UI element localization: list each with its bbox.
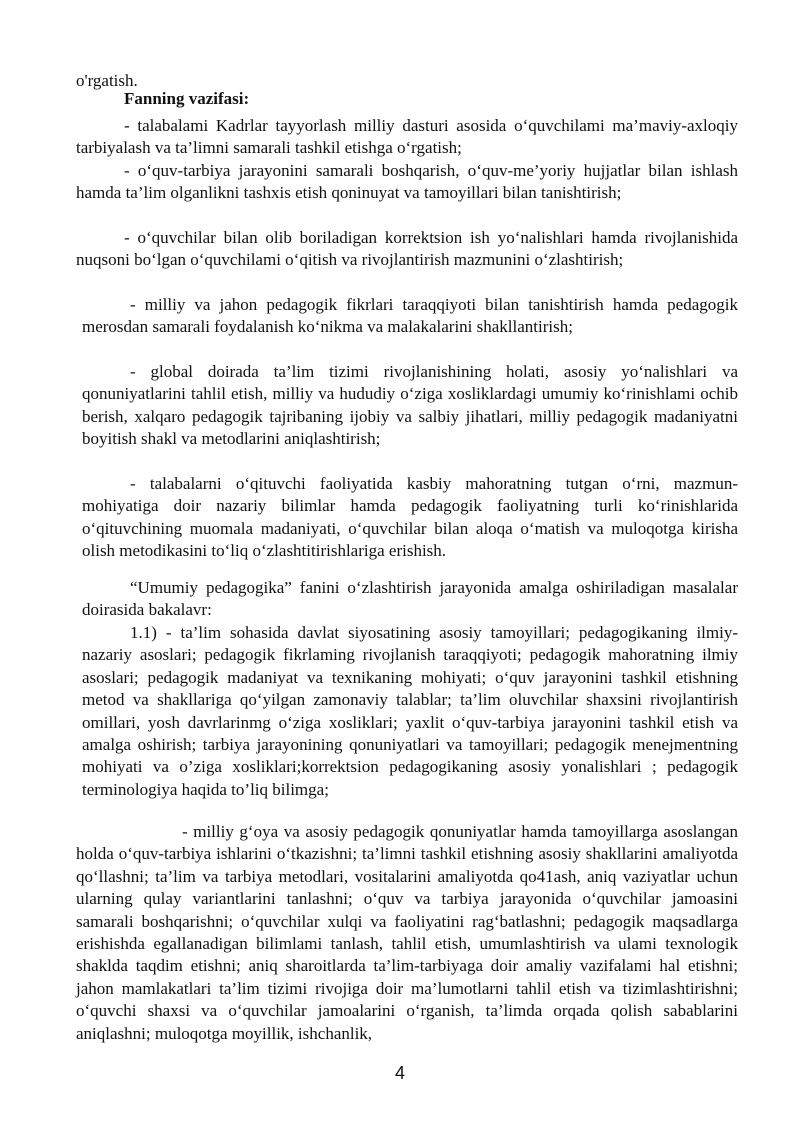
continuation-text: o'rgatish.: [76, 71, 138, 90]
task-paragraph-6: - talabalarni o‘qituvchi faoliyatida kasbiy mahoratning tutgan o‘rni, mazmun- mohiyatiga doir nazariy bilimlar hamda pedagogik faoliyatning turli ko‘rinishlarida o‘qituvchining muomala madaniyati, o‘quvchilar bilan aloqa o‘matish va muloqotga kirisha olish metodikasini to‘liq o‘zlashtitirishlariga erishish.: [82, 474, 738, 561]
section-heading: Fanning vazifasi:: [124, 89, 250, 108]
task-paragraph-4: - milliy va jahon pedagogik fikrlari taraqqiyoti bilan tanishtirish hamda pedagogik merosdan samarali foydalanish ko‘nikma va malakalarini shakllantirish;: [82, 295, 738, 337]
task-paragraph-5: - global doirada ta’lim tizimi rivojlanishining holati, asosiy yo‘nalishlari va qonuniyatlarini tahlil etish, milliy va hududiy o‘ziga xosliklardagi umumiy ko‘rinishlami ochib berish, xalqaro pedagogik tajribaning ijobiy va salbiy jihatlari, milliy pedagogik madaniyatni boyitish shakl va metodlarini aniqlashtirish;: [82, 362, 738, 449]
task-paragraph-1: - talabalami Kadrlar tayyorlash milliy dasturi asosida o‘quvchilami ma’maviy-axloqiy tarbiyalash va ta’limni samarali tashkil etishga o‘rgatish;: [76, 116, 738, 158]
skills-paragraph: - milliy g‘oya va asosiy pedagogik qonuniyatlar hamda tamoyillarga asoslangan holda o‘quv-tarbiya ishlarini o‘tkazishni; ta’limni tashkil etishning asosiy shakllarini amaliyotda qo‘llashni; ta’lim va tarbiya metodlari, vositalarini amaliyotda qo41ash, aniq vaziyatlar uchun ularning qulay variantlarini tanlashni; o‘quv va tarbiya jarayonida o‘quvchilar jamoasini samarali boshqarishni; o‘quvchilar xulqi va faoliyatini rag‘batlashni; pedagogik maqsadlarga erishishda egallanadigan bilimlami tanlash, tahlil etish, umumlashtirish va ulami texnologik shaklda taqdim etishni; aniq sharoitlarda ta’lim-tarbiyaga doir amaliy vazifalami hal etishni; jahon mamlakatlari ta’lim tizimi rivojiga doir ma’lumotlarni tahlil etish va tizimlashtirishni; o‘quvchi shaxsi va o‘quvchilar jamoalarini o‘rganish, ta’limda orqada qolish sabablarini aniqlashni; muloqotga moyillik, ishchanlik,: [76, 822, 738, 1043]
task-paragraph-3: - o‘quvchilar bilan olib boriladigan korrektsion ish yo‘nalishlari hamda rivojlanishida nuqsoni bo‘lgan o‘quvchilami o‘qitish va rivojlantirish mazmunini o‘zlashtirish;: [76, 228, 738, 270]
task-paragraph-2: - o‘quv-tarbiya jarayonini samarali boshqarish, o‘quv-me’yoriy hujjatlar bilan ishlash hamda ta’lim olganlikni tashxis etish qoninuyat va tamoyillari bilan tanishtirish;: [76, 161, 738, 203]
intro-paragraph: “Umumiy pedagogika” fanini o‘zlashtirish jarayonida amalga oshiriladigan masalalar doirasida bakalavr:: [82, 578, 738, 620]
knowledge-paragraph: 1.1) - ta’lim sohasida davlat siyosatining asosiy tamoyillari; pedagogikaning ilmiy-nazariy asoslari; pedagogik fikrlaming rivojlanish taraqqiyoti; pedagogik mahoratning ilmiy asoslari; pedagogik madaniyat va texnikaning mohiyati; o‘quv jarayonini tashkil etishning metod va shakllariga qo‘yilgan zamonaviy talablar; ta’lim oluvchilar shaxsini rivojlantirish omillari, yosh davrlarinmg o‘ziga xosliklari; yaxlit o‘quv-tarbiya jarayonini tashkil etish va amalga oshirish; tarbiya jarayonining qonuniyatlari va tamoyillari; pedagogik menejmentning mohiyati va o’ziga xosliklari;korrektsion pedagogikaning asosiy yonalishlari ; pedagogik terminologiya haqida to’liq bilimga;: [82, 623, 738, 799]
page-number: 4: [394, 1063, 405, 1083]
